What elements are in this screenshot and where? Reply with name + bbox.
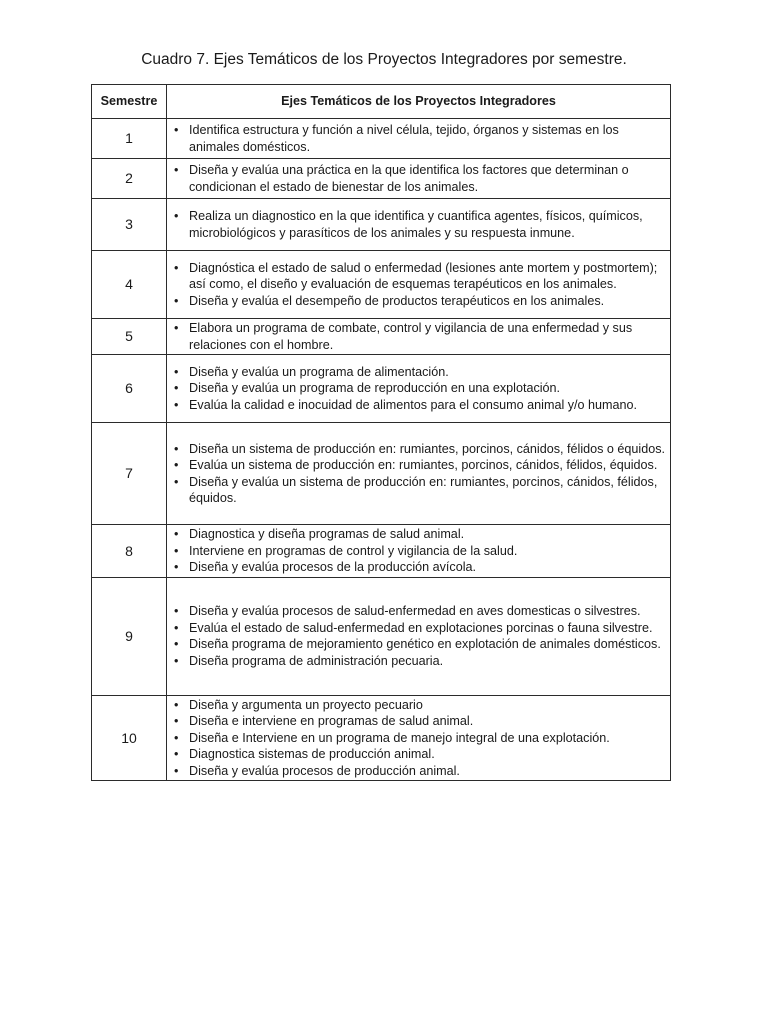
semester-number: 9 — [92, 577, 167, 695]
list-item: • Diseña y evalúa el desempeño de productos terapéuticos en los animales. — [171, 293, 666, 310]
table-row — [92, 695, 671, 781]
thematic-axes-cell — [167, 577, 671, 695]
thematic-axes-list — [171, 162, 666, 195]
list-item: • Diseña y argumenta un proyecto pecuario — [171, 697, 666, 714]
list-item: • Diseña e interviene en programas de salud animal. — [171, 713, 666, 730]
list-item: • Diagnóstica el estado de salud o enfermedad (lesiones ante mortem y postmortem); así como, el diseño y evaluación de esquemas terapéuticos en los animales. — [171, 260, 666, 293]
thematic-axes-cell — [167, 159, 671, 199]
list-item: • Identifica estructura y función a nivel célula, tejido, órganos y sistemas en los animales domésticos. — [171, 122, 666, 155]
semester-number: 2 — [92, 159, 167, 199]
thematic-axes-cell — [167, 423, 671, 525]
semester-number: 7 — [92, 423, 167, 525]
table-caption: Cuadro 7. Ejes Temáticos de los Proyectos Integradores por semestre. — [141, 51, 627, 68]
list-item: • Diseña y evalúa procesos de salud-enfermedad en aves domesticas o silvestres. — [171, 603, 666, 620]
semester-number: 10 — [92, 695, 167, 781]
thematic-axes-table — [91, 84, 671, 781]
list-item: • Diagnostica sistemas de producción animal. — [171, 746, 666, 763]
list-item: • Diseña programa de mejoramiento genético en explotación de animales domésticos. — [171, 636, 666, 653]
table-row — [92, 119, 671, 159]
thematic-axes-cell — [167, 525, 671, 578]
table-row — [92, 423, 671, 525]
list-item: • Diseña programa de administración pecuaria. — [171, 653, 666, 670]
thematic-axes-cell — [167, 319, 671, 355]
list-item: • Evalúa un sistema de producción en: rumiantes, porcinos, cánidos, félidos, équidos. — [171, 457, 666, 474]
list-item: • Diseña y evalúa procesos de la producción avícola. — [171, 559, 666, 576]
list-item: • Elabora un programa de combate, control y vigilancia de una enfermedad y sus relaciones con el hombre. — [171, 320, 666, 353]
table-row — [92, 251, 671, 319]
thematic-axes-list — [171, 260, 666, 310]
header-semestre: Semestre — [92, 85, 167, 119]
semester-number: 5 — [92, 319, 167, 355]
semester-number: 1 — [92, 119, 167, 159]
header-ejes-tematicos: Ejes Temáticos de los Proyectos Integradores — [167, 85, 671, 119]
semester-number: 8 — [92, 525, 167, 578]
thematic-axes-cell — [167, 355, 671, 423]
table-body — [92, 119, 671, 781]
thematic-axes-list — [171, 697, 666, 780]
list-item: • Diseña y evalúa una práctica en la que identifica los factores que determinan o condicionan el estado de bienestar de los animales. — [171, 162, 666, 195]
table-row — [92, 525, 671, 578]
thematic-axes-cell — [167, 251, 671, 319]
thematic-axes-list — [171, 208, 666, 241]
thematic-axes-cell — [167, 119, 671, 159]
semester-number: 6 — [92, 355, 167, 423]
table-row — [92, 319, 671, 355]
table-header-row — [92, 85, 671, 119]
list-item: • Diagnostica y diseña programas de salud animal. — [171, 526, 666, 543]
thematic-axes-cell — [167, 199, 671, 251]
table-row — [92, 199, 671, 251]
list-item: • Interviene en programas de control y vigilancia de la salud. — [171, 543, 666, 560]
table-row — [92, 159, 671, 199]
table-row — [92, 577, 671, 695]
list-item: • Diseña y evalúa un programa de reproducción en una explotación. — [171, 380, 666, 397]
table-row — [92, 355, 671, 423]
thematic-axes-list — [171, 603, 666, 669]
thematic-axes-list — [171, 364, 666, 414]
list-item: • Diseña e Interviene en un programa de manejo integral de una explotación. — [171, 730, 666, 747]
list-item: • Diseña y evalúa un programa de alimentación. — [171, 364, 666, 381]
thematic-axes-list — [171, 320, 666, 353]
list-item: • Diseña y evalúa un sistema de producción en: rumiantes, porcinos, cánidos, félidos, équidos. — [171, 474, 666, 507]
thematic-axes-list — [171, 122, 666, 155]
list-item: • Diseña un sistema de producción en: rumiantes, porcinos, cánidos, félidos o équidos. — [171, 441, 666, 458]
thematic-axes-cell — [167, 695, 671, 781]
semester-number: 4 — [92, 251, 167, 319]
thematic-axes-list — [171, 526, 666, 576]
list-item: • Evalúa el estado de salud-enfermedad en explotaciones porcinas o fauna silvestre. — [171, 620, 666, 637]
list-item: • Diseña y evalúa procesos de producción animal. — [171, 763, 666, 780]
thematic-axes-list — [171, 441, 666, 507]
semester-number: 3 — [92, 199, 167, 251]
list-item: • Realiza un diagnostico en la que identifica y cuantifica agentes, físicos, químicos, microbiológicos y parasíticos de los animales y su respuesta inmune. — [171, 208, 666, 241]
list-item: • Evalúa la calidad e inocuidad de alimentos para el consumo animal y/o humano. — [171, 397, 666, 414]
